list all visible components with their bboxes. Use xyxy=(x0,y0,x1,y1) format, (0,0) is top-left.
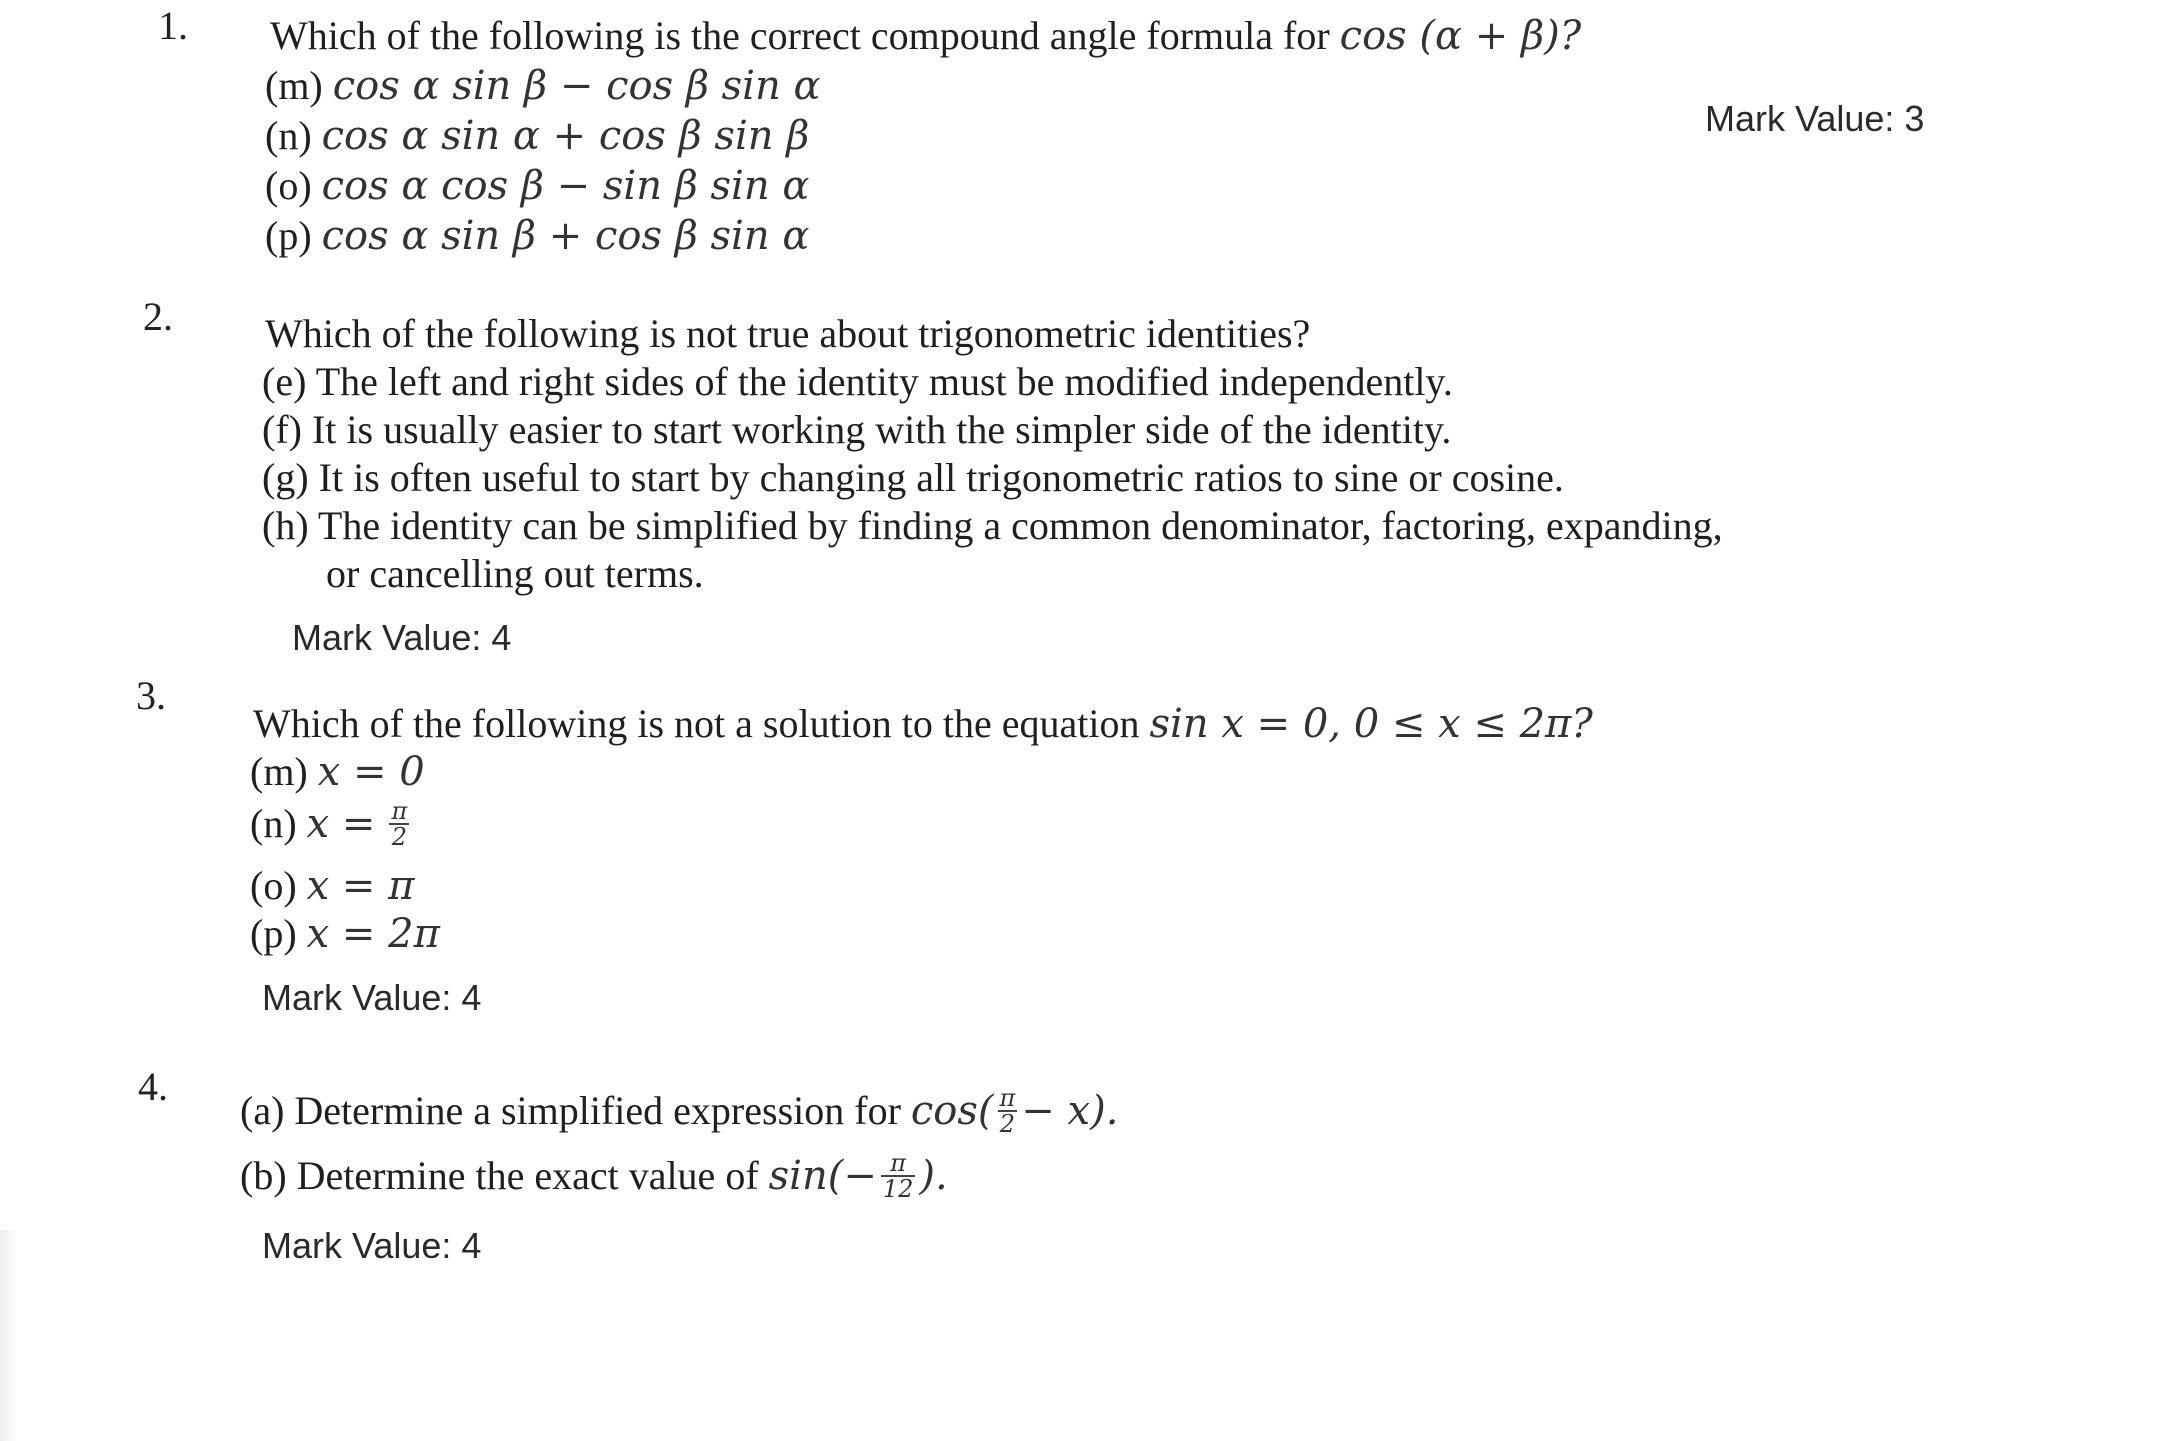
question-3-option-o xyxy=(250,862,414,909)
fraction-denominator: 2 xyxy=(391,822,407,851)
fraction-denominator: 2 xyxy=(999,1109,1016,1138)
question-1-number: 1. xyxy=(158,3,188,48)
question-2-number: 2. xyxy=(143,294,173,339)
option-expression: cos α sin β + cos β sin α xyxy=(321,213,810,259)
question-2-option-e xyxy=(262,358,1453,405)
option-fraction xyxy=(389,796,409,851)
fraction-numerator: π xyxy=(999,1083,1016,1112)
fraction-denominator: 12 xyxy=(882,1174,914,1203)
option-text: The identity can be simplified by finding a common denominator, factoring, expanding, xyxy=(317,503,1723,548)
option-expression: cos α sin β − cos β sin α xyxy=(332,63,821,109)
part-label: (b) xyxy=(240,1153,287,1198)
question-1-option-o xyxy=(265,162,809,209)
option-label: (p) xyxy=(265,213,312,258)
question-4-part-b xyxy=(240,1148,948,1205)
part-expression-post: ). xyxy=(919,1153,948,1199)
question-3-text xyxy=(253,700,1593,747)
option-expression: x = 0 xyxy=(317,749,425,795)
question-2-option-f xyxy=(262,406,1451,453)
part-expression-post: − x). xyxy=(1021,1088,1119,1134)
question-1-mark-value: Mark Value: 3 xyxy=(1705,98,1925,139)
option-label: (p) xyxy=(250,911,297,956)
question-3-option-p xyxy=(250,910,440,957)
question-1-text xyxy=(270,12,1581,59)
option-text: It is usually easier to start working with the simpler side of the identity. xyxy=(311,407,1452,452)
part-text: Determine a simplified expression for xyxy=(294,1088,901,1133)
question-2-option-g xyxy=(262,454,1564,501)
question-2-option-h xyxy=(262,502,1723,549)
option-text: The left and right sides of the identity must be modified independently. xyxy=(315,359,1453,404)
question-3-option-n xyxy=(250,796,413,853)
option-expression: cos α cos β − sin β sin α xyxy=(321,163,810,209)
part-fraction xyxy=(998,1083,1018,1138)
option-label: (o) xyxy=(265,163,312,208)
option-label: (n) xyxy=(265,113,312,158)
question-3-option-m xyxy=(250,748,425,795)
option-label: (m) xyxy=(265,63,323,108)
option-text: It is often useful to start by changing all trigonometric ratios to sine or cosine. xyxy=(318,455,1564,500)
question-3-mark-value: Mark Value: 4 xyxy=(262,977,482,1018)
option-label: (h) xyxy=(262,503,309,548)
option-expression: x = 2π xyxy=(306,911,440,957)
option-label: (f) xyxy=(262,407,302,452)
question-3-number: 3. xyxy=(136,673,166,718)
option-label: (g) xyxy=(262,455,309,500)
question-2-prompt: Which of the following is not true about trigonometric identities? xyxy=(265,311,1311,356)
option-label: (m) xyxy=(250,749,308,794)
part-fraction xyxy=(881,1148,916,1203)
option-label: (e) xyxy=(262,359,307,404)
page-edge-shadow xyxy=(0,1230,18,1441)
option-expression: x = xyxy=(306,801,376,847)
question-1-option-n xyxy=(265,112,809,159)
part-text: Determine the exact value of xyxy=(296,1153,759,1198)
question-1-option-p xyxy=(265,212,809,259)
part-label: (a) xyxy=(240,1088,285,1133)
question-2-mark-value: Mark Value: 4 xyxy=(292,617,512,658)
question-1-option-m xyxy=(265,62,820,109)
question-1-prompt: Which of the following is the correct compound angle formula for xyxy=(270,13,1330,58)
option-expression: x = π xyxy=(306,863,415,909)
question-4-mark-value: Mark Value: 4 xyxy=(262,1225,482,1266)
fraction-numerator: π xyxy=(391,796,408,825)
part-expression-pre: cos( xyxy=(910,1088,994,1134)
part-expression-pre: sin(− xyxy=(768,1153,877,1199)
question-4-part-a xyxy=(240,1083,1119,1140)
option-label: (n) xyxy=(250,801,297,846)
fraction-numerator: π xyxy=(881,1151,916,1177)
option-label: (o) xyxy=(250,863,297,908)
question-3-prompt: Which of the following is not a solution to the equation xyxy=(253,701,1140,746)
option-expression: cos α sin α + cos β sin β xyxy=(321,113,810,159)
question-3-expression: sin x = 0, 0 ≤ x ≤ 2π? xyxy=(1149,701,1593,747)
question-1-expression: cos (α + β)? xyxy=(1339,13,1582,59)
question-4-number: 4. xyxy=(138,1064,168,1109)
question-2-option-h-continuation: or cancelling out terms. xyxy=(326,551,704,596)
